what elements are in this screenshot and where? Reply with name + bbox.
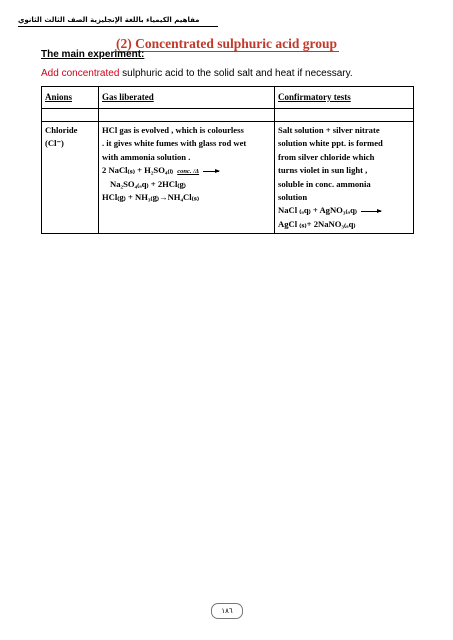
page-header: مفاهيم الكيمياء باللغة الإنجليزية الصف الثالث الثانوي — [18, 16, 218, 27]
table-header-row — [42, 87, 414, 109]
table-spacer-row — [42, 109, 414, 122]
gas-line: with ammonia solution . — [102, 151, 191, 162]
header-gas-liberated: Gas liberated — [99, 87, 275, 109]
gas-line: HCl gas is evolved , which is colourless — [102, 125, 244, 136]
equation-3 — [278, 204, 410, 217]
equation-2-right: NH₄Cl₍ₛ₎ — [167, 192, 200, 203]
equation-1-condition: conc. /Δ — [177, 168, 200, 176]
anion-table — [41, 86, 414, 234]
equation-2 — [102, 191, 271, 204]
test-line: solution — [278, 192, 308, 203]
test-line: from silver chloride which — [278, 151, 375, 162]
header-anions: Anions — [42, 87, 99, 109]
test-line: soluble in conc. ammonia — [278, 178, 371, 189]
equation-2-left: HCl₍g₎ + NH₃₍g₎ — [102, 192, 159, 203]
main-experiment-heading: The main experiment: — [41, 49, 145, 60]
anion-cell — [42, 122, 99, 234]
arrow-right-icon — [203, 171, 219, 172]
table-row — [42, 122, 414, 234]
gas-cell — [99, 122, 275, 234]
anion-name: Chloride — [45, 125, 78, 136]
test-cell — [275, 122, 414, 234]
instruction-text — [41, 68, 353, 79]
arrow-right-icon — [361, 211, 381, 212]
header-confirmatory-tests: Confirmatory tests — [275, 87, 414, 109]
test-line: turns violet in sun light , — [278, 165, 368, 176]
test-line: solution white ppt. is formed — [278, 138, 383, 149]
anion-symbol: (Cl⁻) — [45, 138, 64, 149]
equation-1 — [102, 164, 271, 177]
gas-line: . it gives white fumes with glass rod wet — [102, 138, 247, 149]
section-title-text: (2) Concentrated sulphuric acid group — [115, 36, 337, 51]
instruction-accent: Add concentrated — [41, 68, 120, 79]
arrow-right-icon: → — [158, 192, 168, 203]
instruction-rest: sulphuric acid to the solid salt and heat if necessary. — [119, 68, 353, 79]
equation-1-left: 2 NaCl₍ₛ₎ + H₂SO₄₍ₗ₎ — [102, 165, 174, 176]
equation-1-products: Na₂SO₄₍ₐq₎ + 2HCl₍g₎ — [110, 178, 186, 189]
test-line: Salt solution + silver nitrate — [278, 125, 380, 136]
page-number: ١٨٦ — [211, 603, 243, 619]
equation-3-products: AgCl ₍ₛ₎+ 2NaNO₃₍ₐq₎ — [278, 218, 356, 229]
equation-3-left: NaCl ₍ₐq₎ + AgNO₃₍ₐq₎ — [278, 205, 357, 216]
